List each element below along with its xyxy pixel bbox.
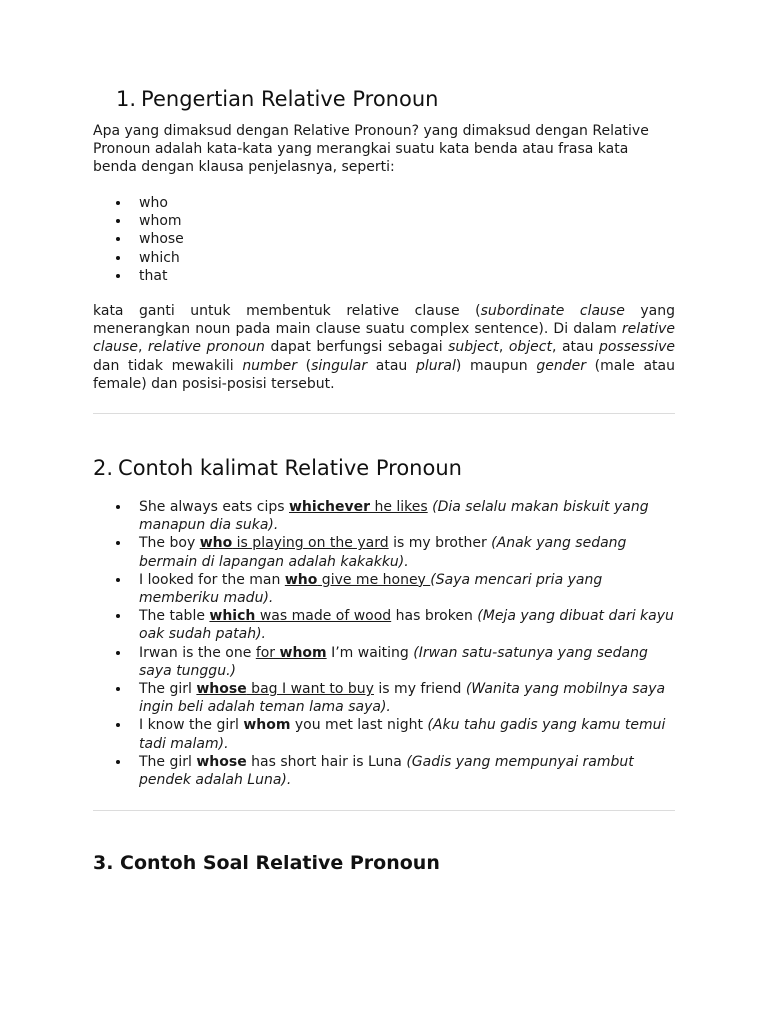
example-pronoun: which bbox=[209, 608, 256, 625]
example-pronoun: who bbox=[284, 571, 318, 588]
desc-text: dan tidak mewakili bbox=[93, 357, 243, 374]
example-text: The girl bbox=[139, 753, 197, 770]
example-item bbox=[93, 571, 675, 607]
section2-heading bbox=[93, 456, 462, 480]
example-pronoun: whom bbox=[243, 717, 291, 734]
section1-heading bbox=[116, 87, 438, 111]
desc-text: ) maupun bbox=[455, 357, 537, 374]
example-translation: (Saya mencari pria yang memberiku madu). bbox=[139, 571, 603, 607]
desc-italic: object bbox=[508, 339, 552, 356]
section-divider bbox=[93, 810, 675, 811]
desc-text: , bbox=[137, 339, 148, 356]
pronoun-item: that bbox=[93, 267, 675, 285]
example-translation: (Irwan satu-satunya yang sedang saya tunggu.) bbox=[139, 644, 648, 679]
section1-intro: Apa yang dimaksud dengan Relative Pronoun? yang dimaksud dengan Relative Pronoun adalah kata-kata yang merangkai suatu kata benda atau frasa kata benda dengan klausa penjelasnya, seperti: bbox=[93, 123, 649, 176]
section3-heading: 3. Contoh Soal Relative Pronoun bbox=[93, 852, 440, 874]
example-translation: (Meja yang dibuat dari kayu oak sudah patah). bbox=[139, 608, 674, 643]
example-clause: bag I want to buy bbox=[246, 681, 374, 698]
desc-text: ( bbox=[296, 357, 312, 374]
example-pronoun: whose bbox=[196, 753, 247, 770]
pronoun-list bbox=[93, 194, 675, 285]
example-clause: give me honey bbox=[317, 571, 431, 588]
example-text: I know the girl bbox=[139, 717, 244, 734]
example-text: is my brother bbox=[388, 535, 492, 552]
example-item bbox=[93, 716, 675, 752]
example-text: has broken bbox=[391, 608, 478, 625]
example-item bbox=[93, 607, 675, 643]
example-text: I looked for the man bbox=[139, 571, 285, 588]
desc-italic: possessive bbox=[598, 339, 676, 356]
example-clause: for bbox=[255, 644, 280, 661]
example-text: I’m waiting bbox=[326, 644, 414, 661]
example-text: has short hair is Luna bbox=[246, 753, 407, 770]
example-pronoun: who bbox=[199, 535, 233, 552]
example-text: The table bbox=[139, 608, 210, 625]
example-text: The girl bbox=[139, 681, 197, 698]
desc-italic: gender bbox=[536, 357, 586, 374]
desc-italic: relative pronoun bbox=[147, 339, 265, 356]
desc-italic: subject bbox=[448, 339, 499, 356]
example-text: is my friend bbox=[373, 681, 466, 698]
desc-text: kata ganti untuk membentuk relative clause ( bbox=[93, 303, 481, 319]
example-item bbox=[93, 644, 675, 680]
section1-title: Pengertian Relative Pronoun bbox=[141, 87, 439, 111]
section2-title: Contoh kalimat Relative Pronoun bbox=[118, 456, 462, 480]
example-translation: (Wanita yang mobilnya saya ingin beli adalah teman lama saya). bbox=[139, 681, 666, 716]
desc-italic: singular bbox=[311, 357, 368, 374]
desc-text: yang menerangkan noun pada main clause suatu complex sentence). Di dalam bbox=[93, 303, 676, 338]
example-pronoun: whom bbox=[279, 644, 327, 661]
pronoun-item: whom bbox=[93, 212, 675, 230]
example-translation: (Dia selalu makan biskuit yang manapun dia suka). bbox=[139, 499, 649, 534]
example-item bbox=[93, 498, 675, 534]
section-divider bbox=[93, 413, 675, 414]
desc-italic: relative clause bbox=[93, 321, 675, 356]
desc-text: , bbox=[498, 339, 509, 356]
example-item bbox=[93, 753, 675, 789]
desc-italic: number bbox=[242, 357, 297, 374]
example-item bbox=[93, 534, 675, 570]
desc-italic: subordinate clause bbox=[480, 303, 625, 319]
pronoun-item: whose bbox=[93, 230, 675, 248]
example-pronoun: whichever bbox=[289, 499, 370, 515]
example-clause: was made of wood bbox=[255, 608, 392, 625]
example-clause: is playing on the yard bbox=[232, 535, 389, 552]
example-translation: (Anak yang sedang bermain di lapangan adalah kakakku). bbox=[139, 535, 627, 570]
section1-description bbox=[93, 302, 675, 393]
example-text: you met last night bbox=[290, 717, 428, 734]
example-item bbox=[93, 680, 675, 716]
example-pronoun: whose bbox=[196, 681, 247, 698]
example-text: Irwan is the one bbox=[139, 644, 256, 661]
desc-text: dapat berfungsi sebagai bbox=[264, 339, 449, 356]
example-translation: (Gadis yang mempunyai rambut pendek adalah Luna). bbox=[139, 753, 634, 789]
desc-text: atau bbox=[367, 357, 416, 374]
desc-text: (male atau female) dan posisi-posisi tersebut. bbox=[93, 357, 675, 392]
section1-number: 1. bbox=[116, 87, 137, 111]
desc-text: , atau bbox=[552, 339, 599, 356]
example-list bbox=[93, 498, 675, 789]
pronoun-item: who bbox=[93, 194, 675, 212]
example-translation: (Aku tahu gadis yang kamu temui tadi malam). bbox=[139, 717, 666, 752]
desc-italic: plural bbox=[415, 357, 456, 374]
section2-number: 2. bbox=[93, 456, 114, 480]
example-clause: he likes bbox=[370, 499, 428, 515]
example-text: The boy bbox=[139, 535, 200, 552]
example-text: She always eats cips bbox=[139, 499, 289, 515]
pronoun-item: which bbox=[93, 249, 675, 267]
